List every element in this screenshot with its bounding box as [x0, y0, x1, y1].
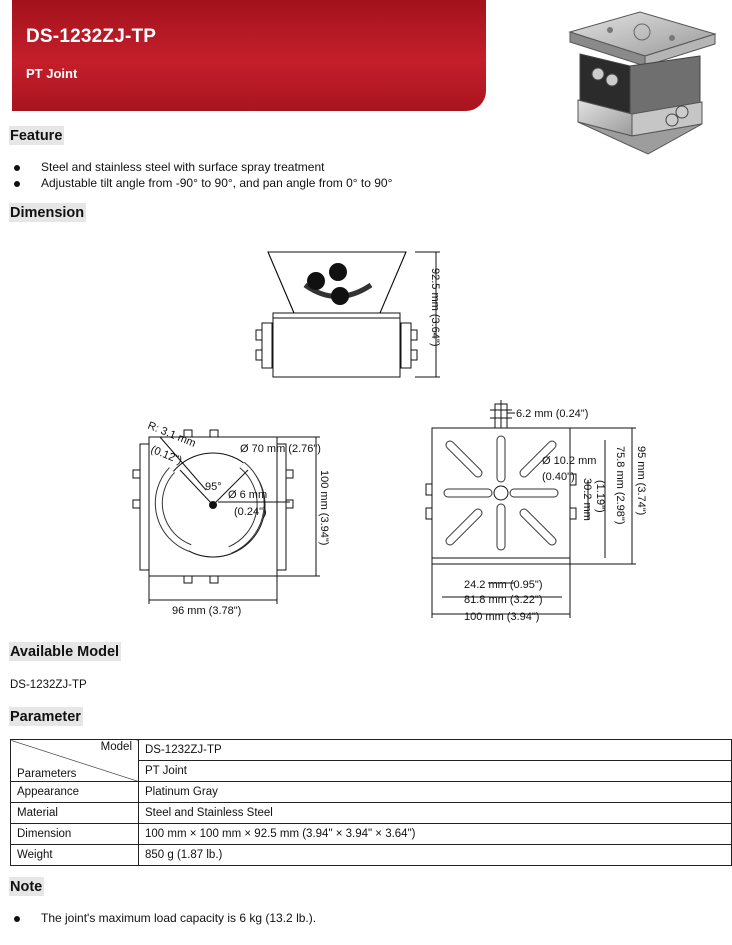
radius-inch-label: (0.12"): [148, 443, 184, 468]
table-row: Weight 850 g (1.87 lb.): [11, 845, 732, 866]
w242-label: 24.2 mm (0.95"): [464, 579, 543, 591]
note-heading: Note: [10, 879, 43, 895]
header-cell: [11, 740, 139, 782]
angle-label: 95°: [205, 481, 222, 493]
dia10-label: Ø 10.2 mm: [542, 455, 597, 467]
h302-inch-label: (1.19"): [594, 480, 606, 513]
table-row: Appearance Platinum Gray: [11, 782, 732, 803]
w100-label: 100 mm (3.94"): [464, 611, 540, 623]
side-height-label: 92.5 mm (3.64"): [429, 268, 441, 347]
front-height-label: 100 mm (3.94"): [318, 470, 330, 546]
w818-label: 81.8 mm (3.22"): [464, 594, 543, 606]
table-row: Material Steel and Stainless Steel: [11, 803, 732, 824]
dia6-inch-label: (0.24"): [234, 506, 267, 518]
model-header: Model: [100, 741, 132, 753]
feature-heading: Feature: [10, 128, 63, 144]
model-title: DS-1232ZJ-TP: [26, 26, 157, 47]
table-row: [11, 740, 732, 761]
front-width-label: 96 mm (3.78"): [172, 605, 242, 617]
table-row: Dimension 100 mm × 100 mm × 92.5 mm (3.94" × 3.94" × 3.64"): [11, 824, 732, 845]
back-top-label: 6.2 mm (0.24"): [516, 408, 589, 420]
dimension-heading: Dimension: [10, 205, 85, 221]
radius-label: R: 3.1 mm: [145, 419, 198, 450]
h302-label: 30.2 mm: [581, 478, 593, 521]
available-model-heading: Available Model: [10, 644, 120, 660]
name-value: PT Joint: [139, 761, 732, 782]
dia6-label: Ø 6 mm: [228, 489, 268, 501]
dia10-inch-label: (0.40"): [542, 471, 575, 483]
bullet-icon: [14, 916, 20, 922]
model-value: DS-1232ZJ-TP: [139, 740, 732, 761]
h758-label: 75.8 mm (2.98"): [614, 446, 626, 525]
available-model-value: DS-1232ZJ-TP: [10, 679, 87, 691]
h95-label: 95 mm (3.74"): [635, 446, 647, 516]
product-subtitle: PT Joint: [26, 66, 78, 81]
parameter-heading: Parameter: [10, 709, 81, 725]
parameters-header: Parameters: [17, 768, 77, 780]
parameter-table: [10, 739, 732, 866]
dia70-label: Ø 70 mm (2.76"): [240, 443, 321, 455]
